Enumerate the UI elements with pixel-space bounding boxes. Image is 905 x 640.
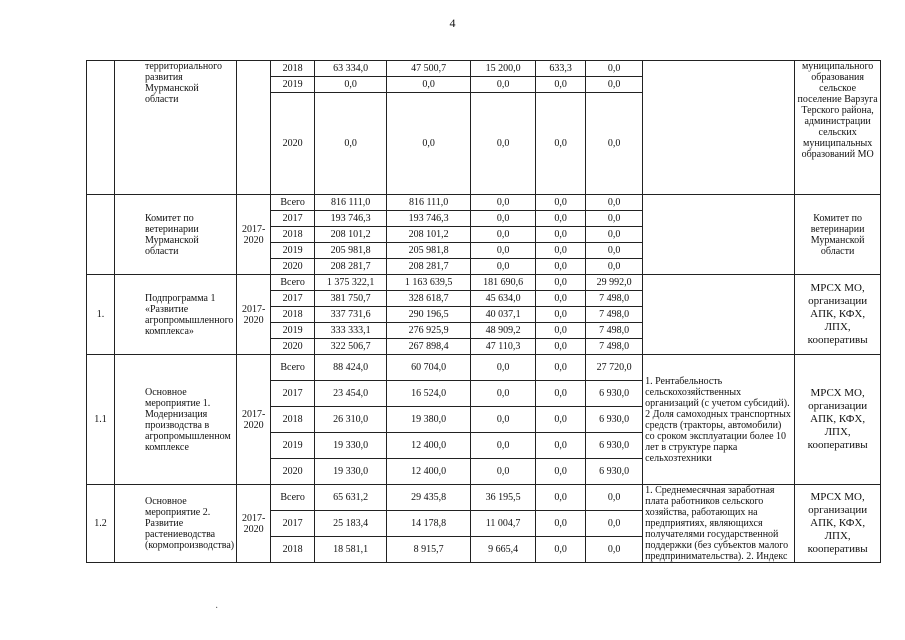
- amount-cell: 205 981,8: [315, 243, 387, 259]
- indicator-cell: 1. Среднемесячная заработная плата работников сельского хозяйства, работающих на предприятиях, являющихся получателями государственной поддержки (без субъектов малого предпринимательства). 2. Индекс: [643, 485, 795, 563]
- amount-cell: 0,0: [536, 511, 586, 537]
- amount-cell: 0,0: [536, 537, 586, 563]
- year-cell: 2017: [271, 381, 315, 407]
- budget-table: [86, 60, 881, 563]
- amount-cell: 29 992,0: [586, 275, 643, 291]
- amount-cell: 29 435,8: [387, 485, 471, 511]
- table-row: [87, 485, 881, 511]
- amount-cell: 0,0: [536, 93, 586, 195]
- year-cell: 2019: [271, 433, 315, 459]
- year-cell: Всего: [271, 355, 315, 381]
- indicator-cell: 1. Рентабельность сельскохозяйственных организаций (с учетом субсидий). 2 Доля самоходных транспортных средств (тракторы, автомобили) со сроком эксплуатации более 10 лет в структуре парка сельхозтехники: [643, 355, 795, 485]
- table-row: [87, 355, 881, 381]
- amount-cell: 63 334,0: [315, 61, 387, 77]
- amount-cell: 6 930,0: [586, 459, 643, 485]
- indicator-cell: [643, 195, 795, 275]
- year-cell: Всего: [271, 485, 315, 511]
- amount-cell: 0,0: [471, 433, 536, 459]
- amount-cell: 328 618,7: [387, 291, 471, 307]
- amount-cell: 193 746,3: [315, 211, 387, 227]
- amount-cell: 45 634,0: [471, 291, 536, 307]
- amount-cell: 0,0: [387, 77, 471, 93]
- year-cell: 2017: [271, 291, 315, 307]
- period-cell: 2017-2020: [237, 195, 271, 275]
- measure-name: Подпрограмма 1 «Развитие агропромышленного комплекса»: [115, 275, 237, 355]
- amount-cell: 0,0: [586, 77, 643, 93]
- amount-cell: 0,0: [586, 93, 643, 195]
- amount-cell: 15 200,0: [471, 61, 536, 77]
- amount-cell: 12 400,0: [387, 459, 471, 485]
- amount-cell: 7 498,0: [586, 291, 643, 307]
- amount-cell: 27 720,0: [586, 355, 643, 381]
- amount-cell: 381 750,7: [315, 291, 387, 307]
- amount-cell: 47 110,3: [471, 339, 536, 355]
- executor-cell: МРСХ МО, организации АПК, КФХ, ЛПХ, кооперативы: [795, 355, 881, 485]
- amount-cell: 0,0: [536, 339, 586, 355]
- amount-cell: 0,0: [471, 459, 536, 485]
- amount-cell: 25 183,4: [315, 511, 387, 537]
- amount-cell: 0,0: [586, 537, 643, 563]
- amount-cell: 0,0: [471, 77, 536, 93]
- amount-cell: 47 500,7: [387, 61, 471, 77]
- amount-cell: 208 281,7: [315, 259, 387, 275]
- indicator-cell: [643, 61, 795, 195]
- table-row: [87, 275, 881, 291]
- amount-cell: 0,0: [536, 259, 586, 275]
- amount-cell: 0,0: [536, 459, 586, 485]
- amount-cell: 267 898,4: [387, 339, 471, 355]
- amount-cell: 19 330,0: [315, 459, 387, 485]
- measure-name: Комитет по ветеринарии Мурманской области: [115, 195, 237, 275]
- amount-cell: 26 310,0: [315, 407, 387, 433]
- amount-cell: 816 111,0: [315, 195, 387, 211]
- amount-cell: 290 196,5: [387, 307, 471, 323]
- year-cell: 2019: [271, 77, 315, 93]
- amount-cell: 0,0: [387, 93, 471, 195]
- amount-cell: 337 731,6: [315, 307, 387, 323]
- amount-cell: 0,0: [471, 211, 536, 227]
- amount-cell: 7 498,0: [586, 339, 643, 355]
- amount-cell: 0,0: [536, 381, 586, 407]
- amount-cell: 19 380,0: [387, 407, 471, 433]
- amount-cell: 0,0: [586, 227, 643, 243]
- amount-cell: 0,0: [586, 243, 643, 259]
- amount-cell: 208 101,2: [387, 227, 471, 243]
- amount-cell: 0,0: [471, 259, 536, 275]
- amount-cell: 0,0: [536, 323, 586, 339]
- year-cell: 2020: [271, 93, 315, 195]
- amount-cell: 7 498,0: [586, 323, 643, 339]
- amount-cell: 14 178,8: [387, 511, 471, 537]
- executor-cell: муниципального образования сельское поселение Варзуга Терского района, администрации сельских муниципальных образований МО: [795, 61, 881, 195]
- executor-cell: Комитет по ветеринарии Мурманской области: [795, 195, 881, 275]
- amount-cell: 0,0: [586, 61, 643, 77]
- amount-cell: 0,0: [536, 243, 586, 259]
- amount-cell: 0,0: [536, 195, 586, 211]
- executor-cell: МРСХ МО, организации АПК, КФХ, ЛПХ, кооперативы: [795, 485, 881, 563]
- amount-cell: 0,0: [471, 381, 536, 407]
- table-row: [87, 195, 881, 211]
- period-cell: [237, 61, 271, 195]
- year-cell: Всего: [271, 195, 315, 211]
- amount-cell: 0,0: [536, 355, 586, 381]
- amount-cell: 633,3: [536, 61, 586, 77]
- amount-cell: 6 930,0: [586, 433, 643, 459]
- year-cell: 2018: [271, 537, 315, 563]
- amount-cell: 8 915,7: [387, 537, 471, 563]
- amount-cell: 18 581,1: [315, 537, 387, 563]
- period-cell: 2017-2020: [237, 485, 271, 563]
- amount-cell: 0,0: [586, 259, 643, 275]
- amount-cell: 816 111,0: [387, 195, 471, 211]
- year-cell: 2017: [271, 211, 315, 227]
- scan-mark: ·: [215, 603, 219, 614]
- amount-cell: 208 101,2: [315, 227, 387, 243]
- year-cell: 2020: [271, 259, 315, 275]
- amount-cell: 0,0: [586, 485, 643, 511]
- row-number: [87, 61, 115, 195]
- table-row: [87, 61, 881, 77]
- amount-cell: 0,0: [536, 275, 586, 291]
- amount-cell: 0,0: [536, 485, 586, 511]
- amount-cell: 11 004,7: [471, 511, 536, 537]
- measure-name: Основное мероприятие 2. Развитие растениеводства (кормопроизводства): [115, 485, 237, 563]
- page-number: 4: [449, 16, 456, 30]
- amount-cell: 0,0: [471, 243, 536, 259]
- year-cell: 2020: [271, 459, 315, 485]
- amount-cell: 333 333,1: [315, 323, 387, 339]
- amount-cell: 40 037,1: [471, 307, 536, 323]
- amount-cell: 7 498,0: [586, 307, 643, 323]
- year-cell: 2018: [271, 307, 315, 323]
- amount-cell: 205 981,8: [387, 243, 471, 259]
- amount-cell: 181 690,6: [471, 275, 536, 291]
- year-cell: 2018: [271, 407, 315, 433]
- amount-cell: 0,0: [586, 511, 643, 537]
- amount-cell: 1 163 639,5: [387, 275, 471, 291]
- amount-cell: 60 704,0: [387, 355, 471, 381]
- amount-cell: 0,0: [536, 211, 586, 227]
- amount-cell: 0,0: [586, 195, 643, 211]
- amount-cell: 0,0: [315, 77, 387, 93]
- amount-cell: 0,0: [471, 407, 536, 433]
- amount-cell: 0,0: [471, 227, 536, 243]
- year-cell: 2018: [271, 61, 315, 77]
- amount-cell: 0,0: [586, 211, 643, 227]
- amount-cell: 6 930,0: [586, 381, 643, 407]
- amount-cell: 0,0: [536, 433, 586, 459]
- amount-cell: 0,0: [471, 195, 536, 211]
- amount-cell: 322 506,7: [315, 339, 387, 355]
- year-cell: 2018: [271, 227, 315, 243]
- amount-cell: 36 195,5: [471, 485, 536, 511]
- amount-cell: 48 909,2: [471, 323, 536, 339]
- measure-name: Основное мероприятие 1. Модернизация производства в агропромышленном комплексе: [115, 355, 237, 485]
- amount-cell: 23 454,0: [315, 381, 387, 407]
- amount-cell: 12 400,0: [387, 433, 471, 459]
- year-cell: 2020: [271, 339, 315, 355]
- amount-cell: 0,0: [536, 291, 586, 307]
- amount-cell: 0,0: [471, 93, 536, 195]
- row-number: [87, 195, 115, 275]
- year-cell: 2017: [271, 511, 315, 537]
- measure-name: территориального развития Мурманской области: [115, 61, 237, 195]
- row-number: 1.1: [87, 355, 115, 485]
- indicator-cell: [643, 275, 795, 355]
- year-cell: Всего: [271, 275, 315, 291]
- amount-cell: 0,0: [471, 355, 536, 381]
- amount-cell: 193 746,3: [387, 211, 471, 227]
- year-cell: 2019: [271, 323, 315, 339]
- amount-cell: 1 375 322,1: [315, 275, 387, 291]
- amount-cell: 19 330,0: [315, 433, 387, 459]
- amount-cell: 0,0: [536, 77, 586, 93]
- amount-cell: 88 424,0: [315, 355, 387, 381]
- amount-cell: 16 524,0: [387, 381, 471, 407]
- amount-cell: 0,0: [536, 407, 586, 433]
- table-body: [87, 61, 881, 563]
- amount-cell: 65 631,2: [315, 485, 387, 511]
- amount-cell: 0,0: [315, 93, 387, 195]
- amount-cell: 0,0: [536, 307, 586, 323]
- period-cell: 2017-2020: [237, 355, 271, 485]
- amount-cell: 276 925,9: [387, 323, 471, 339]
- period-cell: 2017-2020: [237, 275, 271, 355]
- amount-cell: 0,0: [536, 227, 586, 243]
- amount-cell: 9 665,4: [471, 537, 536, 563]
- amount-cell: 208 281,7: [387, 259, 471, 275]
- year-cell: 2019: [271, 243, 315, 259]
- row-number: 1.: [87, 275, 115, 355]
- amount-cell: 6 930,0: [586, 407, 643, 433]
- executor-cell: МРСХ МО, организации АПК, КФХ, ЛПХ, кооперативы: [795, 275, 881, 355]
- row-number: 1.2: [87, 485, 115, 563]
